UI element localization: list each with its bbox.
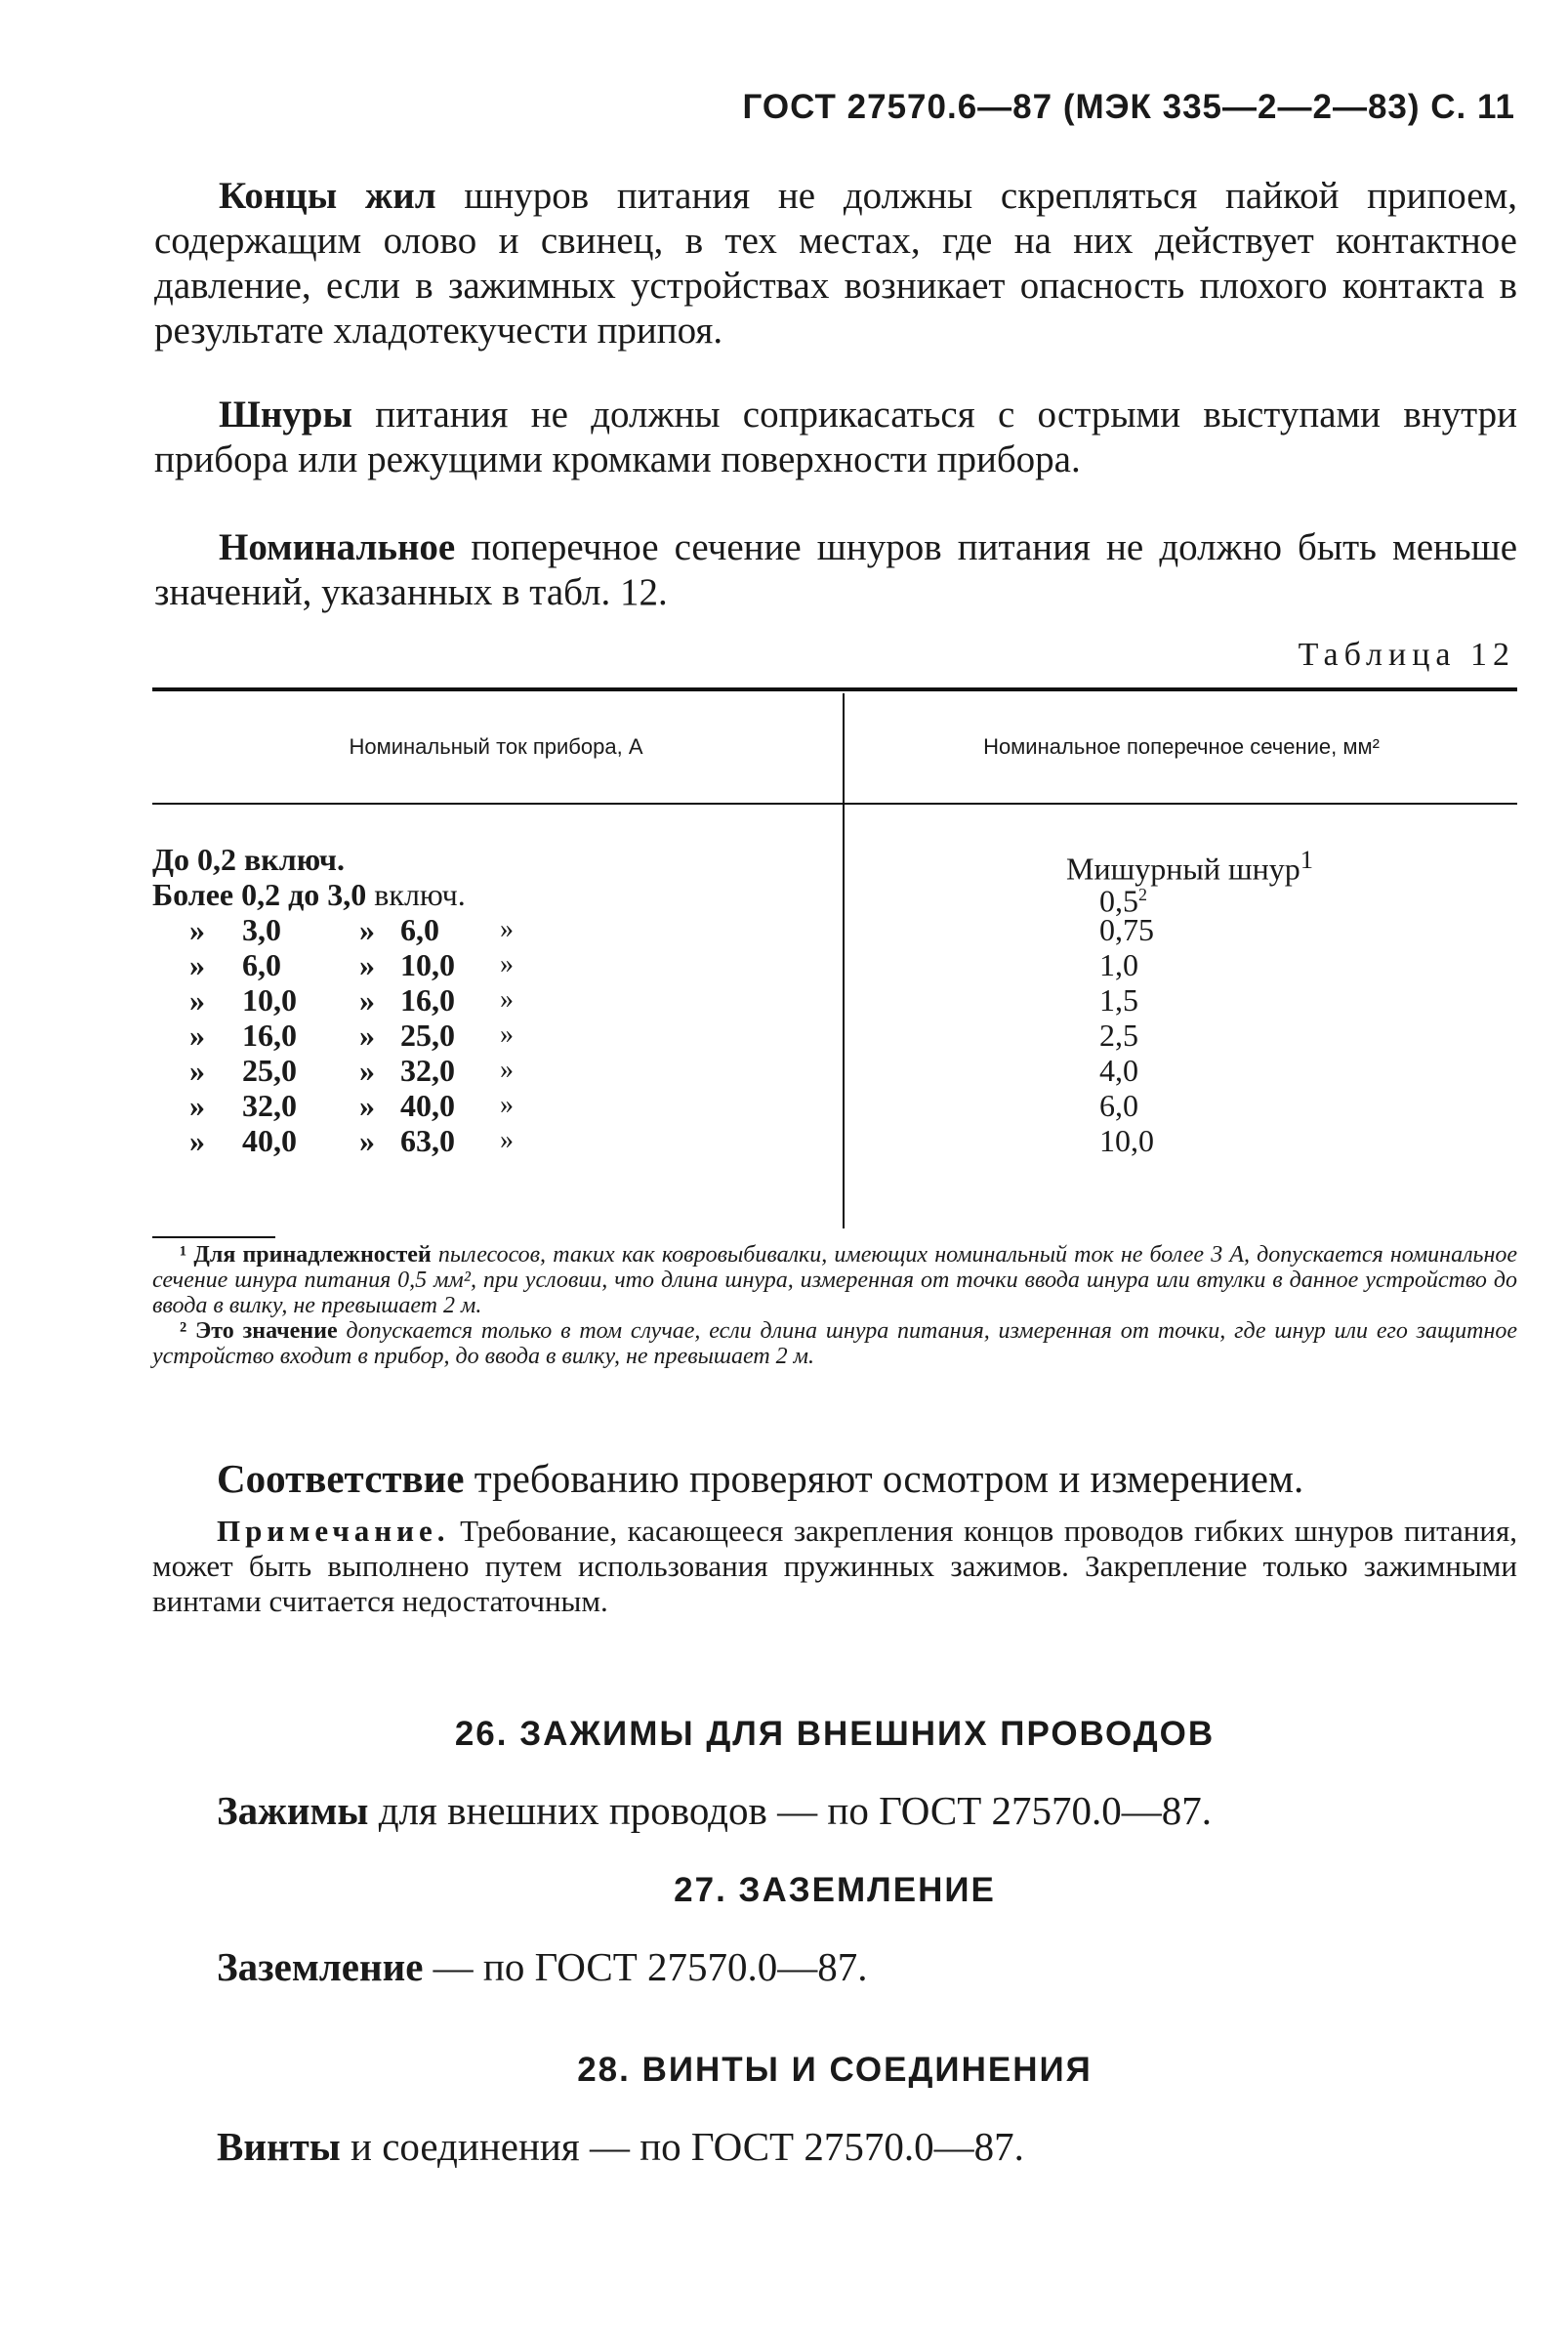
range-from: 40,0: [242, 1123, 297, 1158]
section-28-title: 28. ВИНТЫ И СОЕДИНЕНИЯ: [577, 2051, 1093, 2089]
arrow-mark: »: [359, 1123, 375, 1158]
arrow-mark: »: [359, 912, 375, 947]
table-cell-current: До 0,2 включ.: [152, 842, 345, 877]
table-cell-current: [152, 947, 836, 982]
table-cell-current: [152, 1053, 836, 1088]
ditto-mark: »: [500, 914, 514, 944]
paragraph-cords-contact: [154, 393, 1517, 482]
section-text: для внешних проводов — по ГОСТ 27570.0—87.: [378, 1788, 1212, 1833]
note-text: Требование, касающееся закрепления концов проводов гибких шнуров питания, может быть выполнено путем использования пружинных зажимов. Закрепление только зажимными винтами считается недостаточным.: [152, 1514, 1517, 1618]
section-value: 2,5: [1099, 1018, 1138, 1053]
footnote-text: пылесосов, таких как ковровыбивалки, имеющих номинальный ток не более 3 А, допускается номинальное сечение шнура питания 0,5 мм², при условии, что длина шнура, измеренная от точки ввода шнура или втулки в данное устройство до ввода в вилку, не превышает 2 м.: [152, 1242, 1518, 1318]
paragraph-wire-ends: [154, 174, 1517, 354]
range-to: 63,0: [400, 1123, 455, 1158]
ditto-mark: »: [500, 1055, 514, 1085]
ditto-mark: »: [500, 1019, 514, 1050]
table-cell-current: [152, 982, 836, 1018]
ditto-mark: »: [500, 1090, 514, 1120]
footnote-rule: [152, 1236, 275, 1238]
paragraph-lead: Концы жил: [219, 175, 436, 217]
ditto-mark: »: [500, 949, 514, 979]
section-lead: Заземление: [217, 1944, 424, 1989]
range-from: 6,0: [242, 947, 281, 982]
footnote-mark: ¹: [180, 1242, 187, 1268]
footnote-1: [152, 1242, 1517, 1318]
section-28-body: [217, 2123, 1517, 2170]
table-cell-current: [152, 877, 836, 912]
table-cell-section: [1066, 947, 1457, 982]
table-top-rule: [152, 687, 1517, 691]
section-value: 6,0: [1099, 1088, 1138, 1123]
range-from: 3,0: [242, 912, 281, 947]
range-from: 32,0: [242, 1088, 297, 1123]
section-value: 0,75: [1099, 912, 1154, 947]
paragraph-text: питания не должны соприкасаться с острыми выступами внутри прибора или режущими кромками поверхности прибора.: [154, 394, 1518, 480]
compliance-check: [217, 1455, 1517, 1502]
paragraph-cross-section: [154, 525, 1517, 615]
arrow-mark: »: [359, 1018, 375, 1053]
arrow-mark: »: [359, 947, 375, 982]
paragraph-lead: Номинальное: [219, 526, 456, 568]
table-footnotes: [152, 1242, 1517, 1369]
table-cell-section: [1066, 982, 1457, 1018]
footnote-lead: Для принадлежностей: [193, 1242, 432, 1268]
arrow-mark: »: [359, 982, 375, 1018]
current-range-suffix: включ.: [374, 877, 466, 912]
section-value: 1,0: [1099, 947, 1138, 982]
table-section-column: [1066, 842, 1457, 1158]
footnote-text: допускается только в том случае, если длина шнура питания, измеренная от точки, где шнур или его защитное устройство входит в прибор, до ввода в вилку, не превышает 2 м.: [152, 1318, 1518, 1369]
compliance-lead: Соответствие: [217, 1456, 465, 1501]
section-value: 4,0: [1099, 1053, 1138, 1088]
range-to: 10,0: [400, 947, 455, 982]
table-cell-section: [1066, 1088, 1457, 1123]
table-header-section: Номинальное поперечное сечение, мм²: [983, 734, 1380, 759]
table-cell-section: [1066, 1018, 1457, 1053]
arrow-mark: »: [189, 947, 205, 982]
table-cell-current: [152, 1123, 836, 1158]
footnote-mark: ²: [180, 1318, 187, 1344]
table-cell-section: [1066, 912, 1457, 947]
section-value: 0,5: [1099, 883, 1138, 919]
range-from: 16,0: [242, 1018, 297, 1053]
footnote-2: [152, 1318, 1517, 1369]
arrow-mark: »: [189, 1123, 205, 1158]
arrow-mark: »: [189, 912, 205, 947]
running-head: ГОСТ 27570.6—87 (МЭК 335—2—2—83) С. 11: [742, 88, 1515, 126]
section-27-body: [217, 1943, 1517, 1990]
table-current-column: [152, 842, 836, 1158]
table-column-divider: [843, 693, 845, 1228]
table-cell-section: [1066, 1053, 1457, 1088]
range-to: 6,0: [400, 912, 439, 947]
section-26-body: [217, 1787, 1517, 1834]
arrow-mark: »: [189, 1018, 205, 1053]
arrow-mark: »: [189, 982, 205, 1018]
table-cell-section: [1066, 1123, 1457, 1158]
note: [152, 1514, 1517, 1619]
range-to: 25,0: [400, 1018, 455, 1053]
range-from: 10,0: [242, 982, 297, 1018]
current-range-bold: Более 0,2 до 3,0: [152, 877, 367, 912]
table-header-current: Номинальный ток прибора, А: [349, 734, 643, 759]
table-cell-current: [152, 1018, 836, 1053]
section-value: 10,0: [1099, 1123, 1154, 1158]
section-text: — по ГОСТ 27570.0—87.: [433, 1944, 868, 1989]
table-cell-section: [1066, 842, 1457, 887]
range-to: 16,0: [400, 982, 455, 1018]
range-to: 32,0: [400, 1053, 455, 1088]
arrow-mark: »: [359, 1053, 375, 1088]
section-value: Мишурный шнур: [1066, 851, 1300, 887]
footnote-ref: 1: [1300, 845, 1314, 874]
ditto-mark: »: [500, 984, 514, 1015]
section-27-title: 27. ЗАЗЕМЛЕНИЕ: [674, 1871, 996, 1909]
section-lead: Винты: [217, 2124, 341, 2169]
compliance-text: требованию проверяют осмотром и измерением.: [474, 1456, 1304, 1501]
arrow-mark: »: [189, 1053, 205, 1088]
table-caption: Таблица 12: [1298, 637, 1515, 673]
section-value: 1,5: [1099, 982, 1138, 1018]
note-label: Примечание.: [217, 1514, 450, 1548]
paragraph-lead: Шнуры: [219, 394, 352, 436]
range-rows: [152, 912, 836, 1158]
table-header-rule: [152, 803, 1517, 805]
arrow-mark: »: [359, 1088, 375, 1123]
table-cell-current: [152, 1088, 836, 1123]
table-cell-current: [152, 912, 836, 947]
arrow-mark: »: [189, 1088, 205, 1123]
range-from: 25,0: [242, 1053, 297, 1088]
table-cell-section: [1066, 877, 1457, 919]
footnote-ref: 2: [1138, 885, 1147, 904]
paragraph-text: поперечное сечение шнуров питания не должно быть меньше значений, указанных в табл. 12.: [154, 526, 1517, 613]
range-to: 40,0: [400, 1088, 455, 1123]
footnote-lead: Это значение: [195, 1318, 338, 1344]
section-text: и соединения — по ГОСТ 27570.0—87.: [351, 2124, 1024, 2169]
paragraph-text: шнуров питания не должны скрепляться пайкой припоем, содержащим олово и свинец, в тех местах, где на них действует контактное давление, если в зажимных устройствах возникает опасность плохого контакта в результате хладотекучести припоя.: [154, 175, 1518, 352]
section-lead: Зажимы: [217, 1788, 369, 1833]
ditto-mark: »: [500, 1125, 514, 1155]
section-26-title: 26. ЗАЖИМЫ ДЛЯ ВНЕШНИХ ПРОВОДОВ: [454, 1715, 1216, 1753]
